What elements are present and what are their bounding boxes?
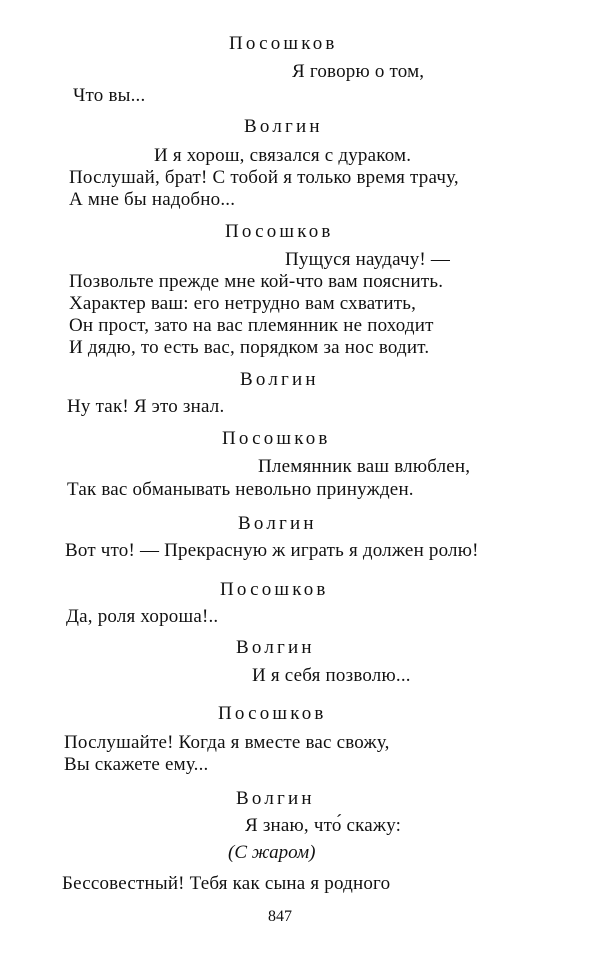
verse-line: Я знаю, что́ скажу:: [245, 815, 402, 836]
speaker-name: Волгин: [236, 788, 315, 809]
verse-line: И я хорош, связался с дураком.: [154, 145, 412, 166]
verse-line: Характер ваш: его нетрудно вам схватить,: [69, 293, 417, 314]
verse-line: Пущуся наудачу! —: [285, 249, 451, 270]
verse-line: Да, роля хороша!..: [66, 606, 219, 627]
page-number: 847: [268, 908, 292, 925]
verse-line: А мне бы надобно...: [69, 189, 236, 210]
speaker-name: Посошков: [229, 33, 338, 54]
speaker-name: Волгин: [236, 637, 315, 658]
verse-line: Вы скажете ему...: [64, 754, 209, 775]
speaker-name: Волгин: [238, 513, 317, 534]
speaker-name: Посошков: [220, 579, 329, 600]
verse-line: Он прост, зато на вас племянник не походит: [69, 315, 434, 336]
verse-line: Бессовестный! Тебя как сына я родного: [62, 873, 391, 894]
verse-line: Послушайте! Когда я вместе вас свожу,: [64, 732, 390, 753]
verse-line: Что вы...: [73, 85, 146, 106]
speaker-name: Волгин: [244, 116, 323, 137]
speaker-name: Посошков: [222, 428, 331, 449]
verse-line: И я себя позволю...: [252, 665, 411, 686]
verse-line: Ну так! Я это знал.: [67, 396, 225, 417]
stage-direction: (С жаром): [228, 842, 316, 863]
speaker-name: Посошков: [225, 221, 334, 242]
verse-line: Так вас обманывать невольно принужден.: [67, 479, 414, 500]
speaker-name: Волгин: [240, 369, 319, 390]
verse-line: Вот что! — Прекрасную ж играть я должен ролю!: [65, 540, 479, 561]
verse-line: Позвольте прежде мне кой-что вам пояснить.: [69, 271, 444, 292]
verse-line: Племянник ваш влюблен,: [258, 456, 471, 477]
speaker-name: Посошков: [218, 703, 327, 724]
verse-line: И дядю, то есть вас, порядком за нос водит.: [69, 337, 430, 358]
verse-line: Я говорю о том,: [292, 61, 425, 82]
verse-line: Послушай, брат! С тобой я только время трачу,: [69, 167, 459, 188]
